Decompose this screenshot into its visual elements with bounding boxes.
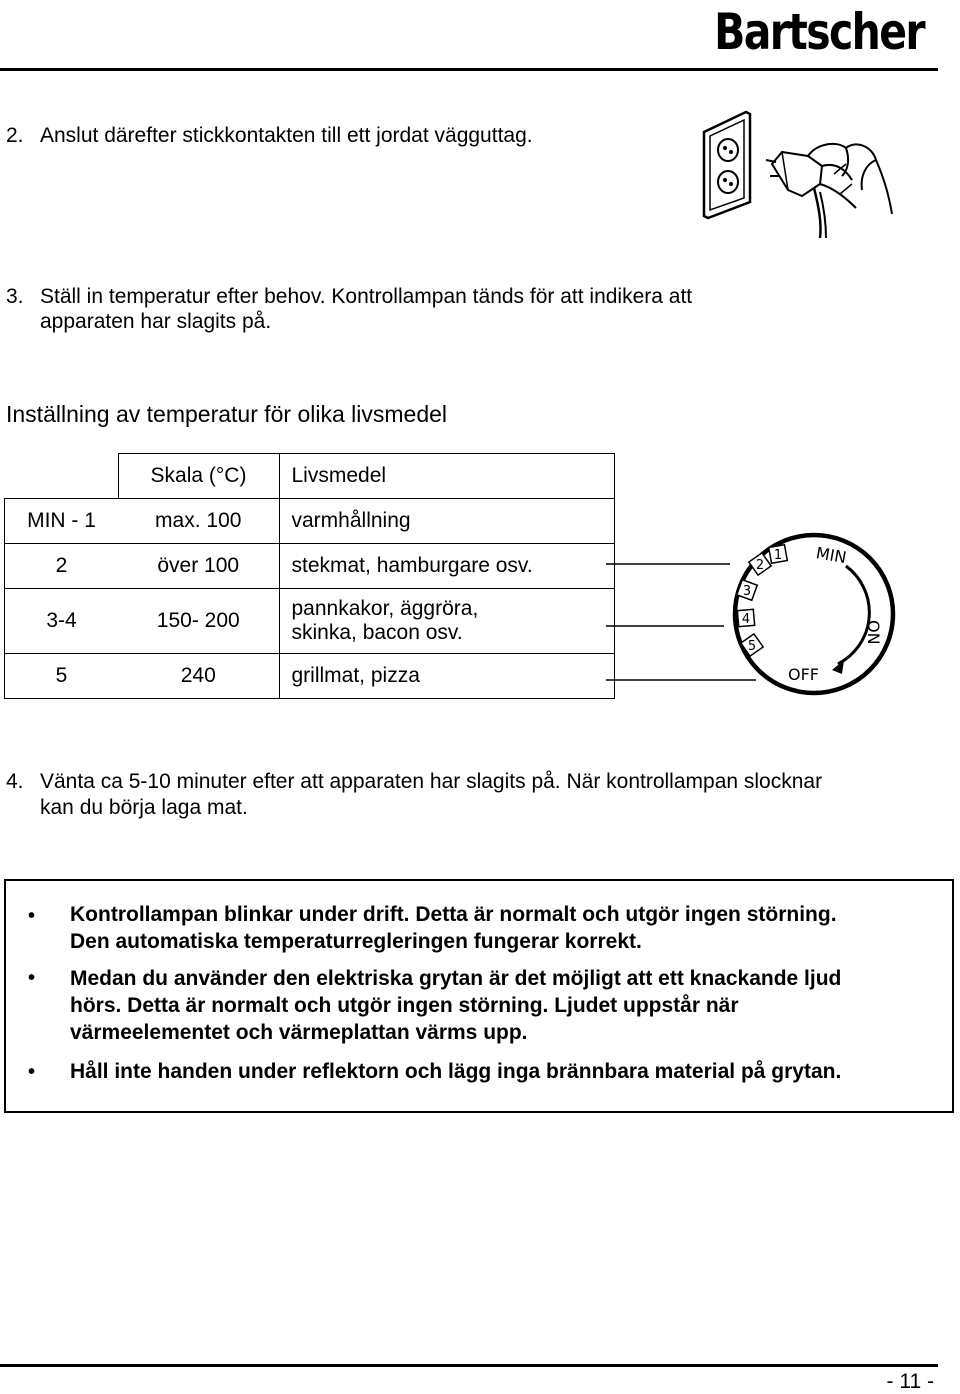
dial-off-label: OFF — [788, 665, 819, 684]
table-cell: grillmat, pizza — [279, 654, 614, 699]
step-text: Anslut därefter stickkontakten till ett jordat vägguttag. — [40, 124, 533, 147]
table-row — [5, 589, 615, 654]
table-row — [5, 654, 615, 699]
notes-box — [4, 879, 954, 1113]
bullet-icon: • — [28, 905, 36, 927]
page-number: - 11 - — [886, 1370, 934, 1393]
footer-rule — [0, 1364, 938, 1367]
step-2 — [6, 124, 686, 150]
step-text-line-2: kan du börja laga mat. — [40, 796, 248, 819]
table-row — [5, 499, 615, 544]
table-cell: 3-4 — [5, 589, 119, 654]
note-item — [70, 965, 950, 1046]
dial-on-label: ON — [864, 620, 883, 645]
note-line: Medan du använder den elektriska grytan är det möjligt att ett knackande ljud — [70, 967, 842, 990]
header-rule — [0, 68, 938, 71]
note-line: hörs. Detta är normalt och utgör ingen störning. Ljudet uppstår när — [70, 994, 739, 1017]
step-number: 2. — [6, 124, 24, 147]
control-dial-illustration — [606, 524, 896, 700]
step-4 — [6, 770, 946, 822]
table-cell: max. 100 — [118, 499, 279, 544]
table-header-cell: Skala (°C) — [118, 454, 279, 499]
section-title: Inställning av temperatur för olika livsmedel — [6, 401, 448, 427]
bullet-icon: • — [28, 967, 36, 989]
note-line: värmeelementet och värmeplattan värms upp. — [70, 1021, 528, 1044]
dial-mark-1: 1 — [773, 548, 783, 563]
dial-mark-5: 5 — [747, 639, 757, 654]
step-3 — [6, 285, 806, 337]
brand-logo: Bartscher — [714, 3, 924, 61]
step-text-line-2: apparaten har slagits på. — [40, 310, 272, 333]
note-line: Den automatiska temperaturregleringen fungerar korrekt. — [70, 930, 642, 953]
table-cell — [279, 589, 614, 654]
step-number: 4. — [6, 770, 24, 793]
step-text-line-1: Ställ in temperatur efter behov. Kontrollampan tänds för att indikera att — [40, 285, 693, 308]
note-item — [70, 1058, 950, 1085]
note-line: Kontrollampan blinkar under drift. Detta är normalt och utgör ingen störning. — [70, 903, 837, 926]
bullet-icon: • — [28, 1061, 36, 1083]
table-cell: stekmat, hamburgare osv. — [279, 544, 614, 589]
table-cell: 2 — [5, 544, 119, 589]
dial-mark-4: 4 — [741, 612, 751, 627]
table-cell: 150- 200 — [118, 589, 279, 654]
table-header-cell: Livsmedel — [279, 454, 614, 499]
plug-socket-illustration — [696, 104, 896, 240]
table-cell: 5 — [5, 654, 119, 699]
table-cell: MIN - 1 — [5, 499, 119, 544]
dial-mark-2: 2 — [755, 558, 765, 573]
table-cell: över 100 — [118, 544, 279, 589]
dial-mark-3: 3 — [742, 584, 752, 599]
note-item — [70, 901, 950, 955]
step-number: 3. — [6, 285, 24, 308]
table-header-cell — [5, 454, 119, 499]
table-header-row — [5, 454, 615, 499]
dial-min-label: MIN — [814, 543, 848, 568]
table-cell-line-2: skinka, bacon osv. — [291, 621, 463, 644]
temperature-table — [4, 453, 615, 699]
note-line: Håll inte handen under reflektorn och lägg inga brännbara material på grytan. — [70, 1060, 842, 1083]
table-row — [5, 544, 615, 589]
table-cell-line-1: pannkakor, äggröra, — [291, 597, 479, 620]
table-cell: varmhållning — [279, 499, 614, 544]
step-text-line-1: Vänta ca 5-10 minuter efter att apparaten har slagits på. När kontrollampan slocknar — [40, 770, 823, 793]
table-cell: 240 — [118, 654, 279, 699]
